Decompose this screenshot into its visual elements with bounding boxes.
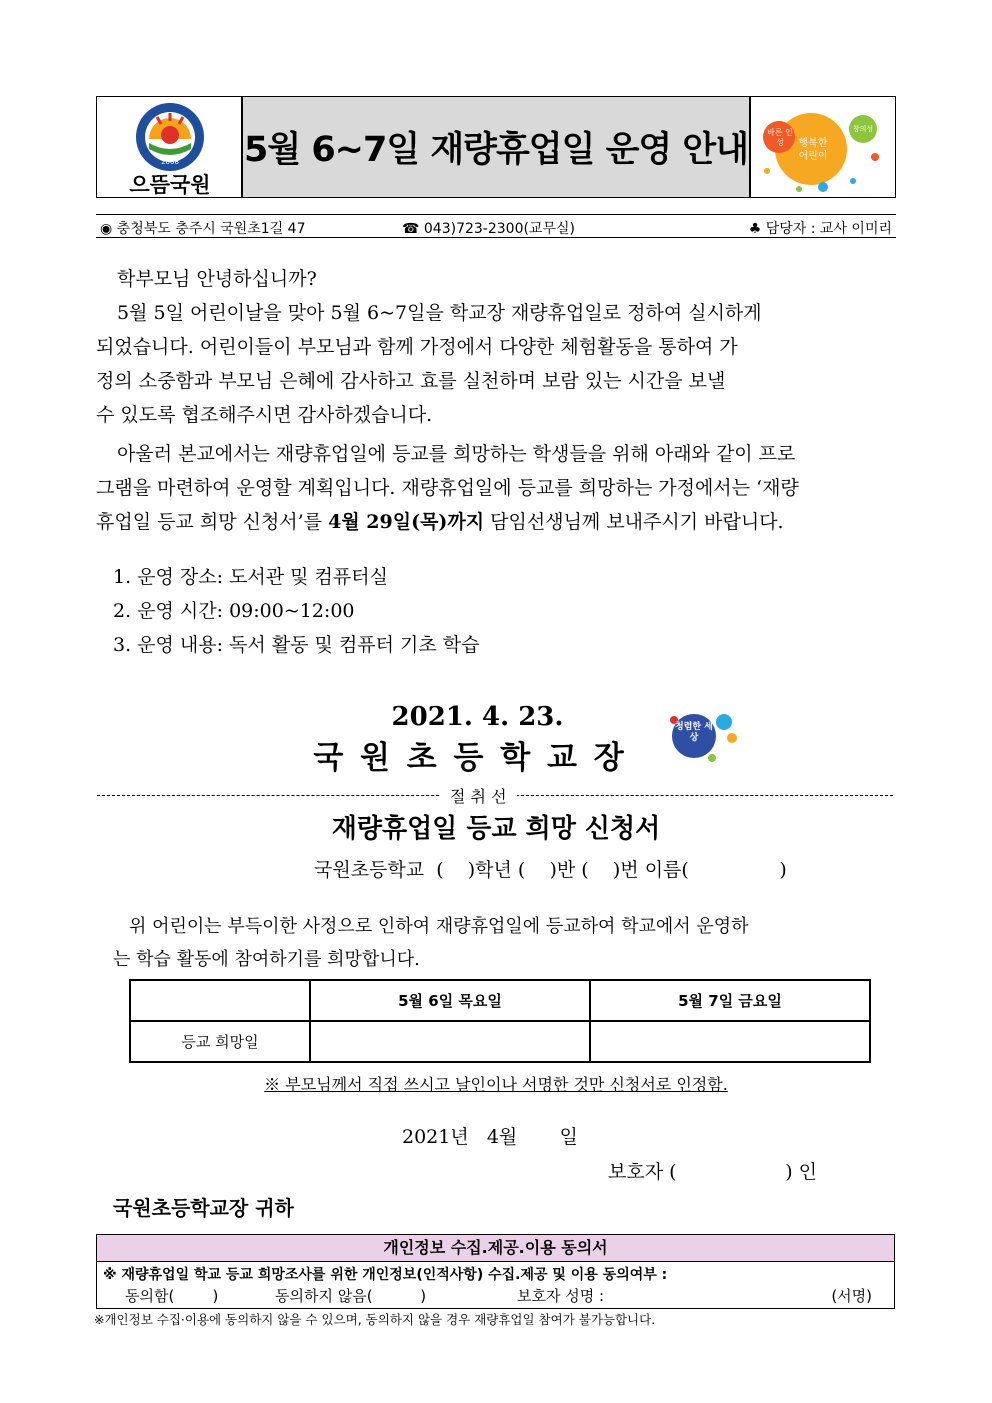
consent-agree-option[interactable]: 동의함( )	[125, 1287, 219, 1305]
list-item: 3. 운영 내용: 독서 활동 및 컴퓨터 기초 학습	[113, 634, 480, 656]
checkbox-cell-may7[interactable]	[590, 1021, 870, 1062]
form-note	[0, 1072, 992, 1095]
p2-last-line	[96, 505, 896, 539]
consent-question: ※ 재량휴업일 학교 등교 희망조사를 위한 개인정보(인적사항) 수집.제공 및 이용 동의여부 :	[103, 1267, 668, 1283]
contact-person: ♣ 담당자 : 교사 이미리	[748, 221, 892, 237]
stamp-text: 청렴한 세상	[675, 722, 713, 743]
p1-line: 수 있도록 협조해주시면 감사하겠습니다.	[96, 404, 433, 426]
checkbox-cell-may6[interactable]	[310, 1021, 590, 1062]
list-item: 2. 운영 시간: 09:00~12:00	[113, 600, 355, 622]
student-info-line[interactable]: 국원초등학교 ( )학년 ( )반 ( )번 이름( )	[314, 859, 787, 881]
school-emblem-icon	[97, 99, 243, 179]
p2-line: 아울러 본교에서는 재량휴업일에 등교를 희망하는 학생들을 위해 아래와 같이 프로	[117, 443, 796, 465]
deadline: 4월 29일(목)까지	[328, 511, 485, 533]
form-body-line: 위 어린이는 부득이한 사정으로 인하여 재량휴업일에 등교하여 학교에서 운영하	[129, 916, 749, 937]
attendance-table	[129, 979, 871, 1063]
principal-signature: 국 원 초 등 학 교 장	[313, 740, 627, 776]
row-label-cell: 등교 희망일	[130, 1021, 310, 1062]
info-bar	[96, 214, 896, 238]
p2-last-suffix: 담임선생님께 보내주시기 바랍니다.	[484, 511, 784, 533]
p1-line: 되었습니다. 어린이들이 부모님과 함께 가정에서 다양한 체험활동을 통하여 가	[96, 336, 738, 358]
paragraph-2	[96, 437, 896, 539]
consent-sign: (서명)	[831, 1287, 872, 1305]
motto-bubble-2: 창의성	[852, 125, 874, 133]
form-body-line: 는 학습 활동에 참여하기를 희망합니다.	[113, 949, 420, 970]
paragraph-1	[96, 296, 896, 432]
form-title: 재량휴업일 등교 희망 신청서	[331, 814, 661, 844]
consent-footnote: ※개인정보 수집·이용에 동의하지 않을 수 있으며, 동의하지 않을 경우 재량휴업일 참여가 불가능합니다.	[94, 1312, 656, 1327]
table-row	[130, 1021, 870, 1062]
consent-box	[96, 1234, 895, 1309]
form-date-line[interactable]: 2021년 4월 일	[402, 1126, 578, 1148]
title-box	[242, 96, 750, 198]
table-header-cell: 5월 6일 목요일	[310, 980, 590, 1021]
p2-last-prefix: 휴업일 등교 희망 신청서’를	[96, 511, 329, 533]
motto-logo	[750, 96, 896, 198]
greeting: 학부모님 안녕하십니까?	[117, 268, 317, 290]
school-address: ◉ 충청북도 충주시 국원초1길 47	[100, 221, 306, 237]
letter-date: 2021. 4. 23.	[391, 702, 564, 732]
program-list	[113, 560, 480, 662]
school-logo	[96, 96, 242, 198]
motto-bubble-1: 바른 인성	[767, 128, 793, 147]
logo-caption: 으뜸국원	[129, 173, 211, 197]
form-recipient: 국원초등학교장 귀하	[113, 1196, 294, 1220]
p2-line: 그램을 마련하여 운영할 계획입니다. 재량휴업일에 등교를 희망하는 가정에서는 ‘재량	[96, 477, 799, 499]
form-body	[113, 910, 879, 976]
cut-line-label: 절 취 선	[440, 784, 517, 807]
p1-line: 5월 5일 어린이날을 맞아 5월 6~7일을 학교장 재량휴업일로 정하여 실시하게	[117, 302, 762, 324]
page-title: 5월 6~7일 재량휴업일 운영 안내	[243, 130, 749, 170]
form-note-text: ※ 부모님께서 직접 쓰시고 날인이나 서명한 것만 신청서로 인정함.	[264, 1075, 728, 1094]
consent-body	[97, 1262, 894, 1308]
table-header-cell	[130, 980, 310, 1021]
integrity-stamp	[660, 708, 740, 768]
school-phone: ☎ 043)723-2300(교무실)	[402, 221, 575, 237]
list-item: 1. 운영 장소: 도서관 및 컴퓨터실	[113, 566, 388, 588]
guardian-sign-line[interactable]: 보호자 ( ) 인	[608, 1161, 818, 1183]
consent-disagree-option[interactable]: 동의하지 않음( )	[275, 1287, 427, 1305]
table-header-cell: 5월 7일 금요일	[590, 980, 870, 1021]
table-row	[130, 980, 870, 1021]
p1-line: 정의 소중함과 부모님 은혜에 감사하고 효를 실천하며 보람 있는 시간을 보낼	[96, 370, 726, 392]
motto-bubble-3: 행복한 어린이	[798, 138, 828, 162]
consent-guardian-name[interactable]: 보호자 성명 :	[517, 1287, 605, 1305]
consent-title: 개인정보 수집.제공.이용 동의서	[97, 1235, 894, 1262]
logo-year: 2008	[161, 158, 179, 166]
